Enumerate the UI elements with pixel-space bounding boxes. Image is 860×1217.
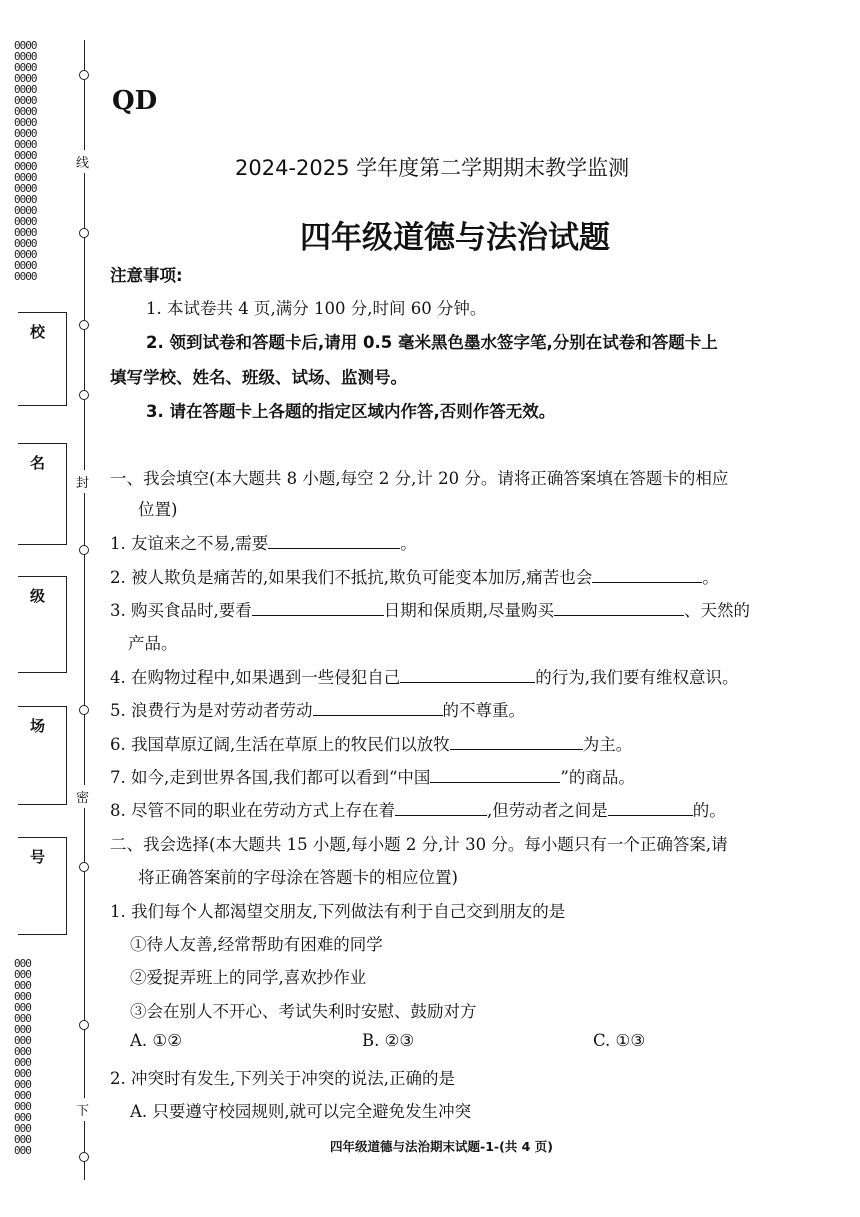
answer-blank [592, 566, 702, 583]
fill-question-5: 5. 浪费行为是对劳动者劳动 的不尊重。 [110, 701, 525, 720]
notice-heading: 注意事项: [110, 266, 183, 285]
binding-label-xian: 线 [76, 150, 89, 173]
binding-label-mi: 密 [76, 785, 89, 808]
answer-blank [395, 799, 487, 816]
fill-question-4: 4. 在购物过程中,如果遇到一些侵犯自己 的行为,我们要有维权意识。 [110, 668, 739, 687]
binding-circle [79, 70, 89, 80]
binding-circle [79, 1152, 89, 1162]
fill-question-7: 7. 如今,走到世界各国,我们都可以看到“中国 ”的商品。 [110, 768, 635, 787]
section1-heading: 一、我会填空(本大题共 8 小题,每空 2 分,计 20 分。请将正确答案填在答题卡的相应 [110, 469, 729, 488]
notice-item: 1. 本试卷共 4 页,满分 100 分,时间 60 分钟。 [146, 299, 487, 318]
choice-question-1-item: ③会在别人不开心、考试失利时安慰、鼓励对方 [130, 1002, 477, 1021]
fill-question-3-cont: 产品。 [128, 634, 178, 653]
notice-item: 2. 领到试卷和答题卡后,请用 0.5 毫米黑色墨水签字笔,分别在试卷和答题卡上 [146, 333, 718, 352]
class-field-box: 级 [18, 576, 67, 673]
binding-circle [79, 1020, 89, 1030]
school-field-box: 校 [18, 312, 67, 406]
binding-line [84, 40, 85, 1180]
binding-circle [79, 705, 89, 715]
paper-code: QD [112, 86, 158, 116]
choice-question-2-stem: 2. 冲突时有发生,下列关于冲突的说法,正确的是 [110, 1069, 455, 1088]
choice-question-1-item: ①待人友善,经常帮助有困难的同学 [130, 935, 383, 954]
room-field-box: 场 [18, 706, 67, 805]
notice-item: 填写学校、姓名、班级、试场、监测号。 [110, 368, 407, 387]
answer-blank [400, 666, 535, 683]
choice-option-a: A. ①② [130, 1031, 182, 1050]
fill-question-8: 8. 尽管不同的职业在劳动方式上存在着 ,但劳动者之间是 的。 [110, 801, 726, 820]
answer-blank [608, 799, 693, 816]
fill-question-3: 3. 购买食品时,要看 日期和保质期,尽量购买 、天然的 [110, 601, 750, 620]
section1-heading-cont: 位置) [138, 500, 178, 519]
answer-blank [268, 532, 400, 549]
choice-question-2-option-a: A. 只要遵守校园规则,就可以完全避免发生冲突 [130, 1102, 472, 1121]
name-field-box: 名 [18, 443, 67, 545]
choice-option-c: C. ①③ [593, 1031, 646, 1050]
binding-circle [79, 862, 89, 872]
choice-question-1-stem: 1. 我们每个人都渴望交朋友,下列做法有利于自己交到朋友的是 [110, 902, 566, 921]
choice-question-1-item: ②爱捉弄班上的同学,喜欢抄作业 [130, 968, 367, 987]
answer-blank [450, 733, 583, 750]
answer-blank [554, 599, 684, 616]
binding-circle [79, 390, 89, 400]
decorative-circle-pattern-bottom: 000 000 000 000 000 000 000 000 000 000 000 000 000 000 000 000 000 000 [14, 958, 31, 1157]
page-footer: 四年级道德与法治期末试题-1-(共 4 页) [330, 1139, 553, 1154]
exam-subtitle: 2024-2025 学年度第二学期期末教学监测 [235, 156, 630, 180]
binding-label-xia: 下 [76, 1098, 89, 1121]
binding-circle [79, 545, 89, 555]
binding-circle [79, 228, 89, 238]
answer-blank [313, 699, 443, 716]
exam-title: 四年级道德与法治试题 [300, 220, 610, 256]
fill-question-2: 2. 被人欺负是痛苦的,如果我们不抵抗,欺负可能变本加厉,痛苦也会 。 [110, 568, 719, 587]
number-field-box: 号 [18, 837, 67, 935]
binding-circle [79, 320, 89, 330]
section2-heading-cont: 将正确答案前的字母涂在答题卡的相应位置) [138, 868, 458, 887]
choice-option-b: B. ②③ [362, 1031, 415, 1050]
fill-question-1: 1. 友谊来之不易,需要 。 [110, 534, 417, 553]
answer-blank [252, 599, 384, 616]
section2-heading: 二、我会选择(本大题共 15 小题,每小题 2 分,计 30 分。每小题只有一个正确答案,请 [110, 835, 728, 854]
binding-label-feng: 封 [76, 470, 89, 493]
answer-blank [430, 766, 560, 783]
notice-item: 3. 请在答题卡上各题的指定区域内作答,否则作答无效。 [146, 402, 556, 421]
decorative-circle-pattern-top: 0000 0000 0000 0000 0000 0000 0000 0000 0000 0000 0000 0000 0000 0000 0000 0000 0000 0000 0000 0000 0000 0000 [14, 40, 37, 283]
fill-question-6: 6. 我国草原辽阔,生活在草原上的牧民们以放牧 为主。 [110, 735, 633, 754]
